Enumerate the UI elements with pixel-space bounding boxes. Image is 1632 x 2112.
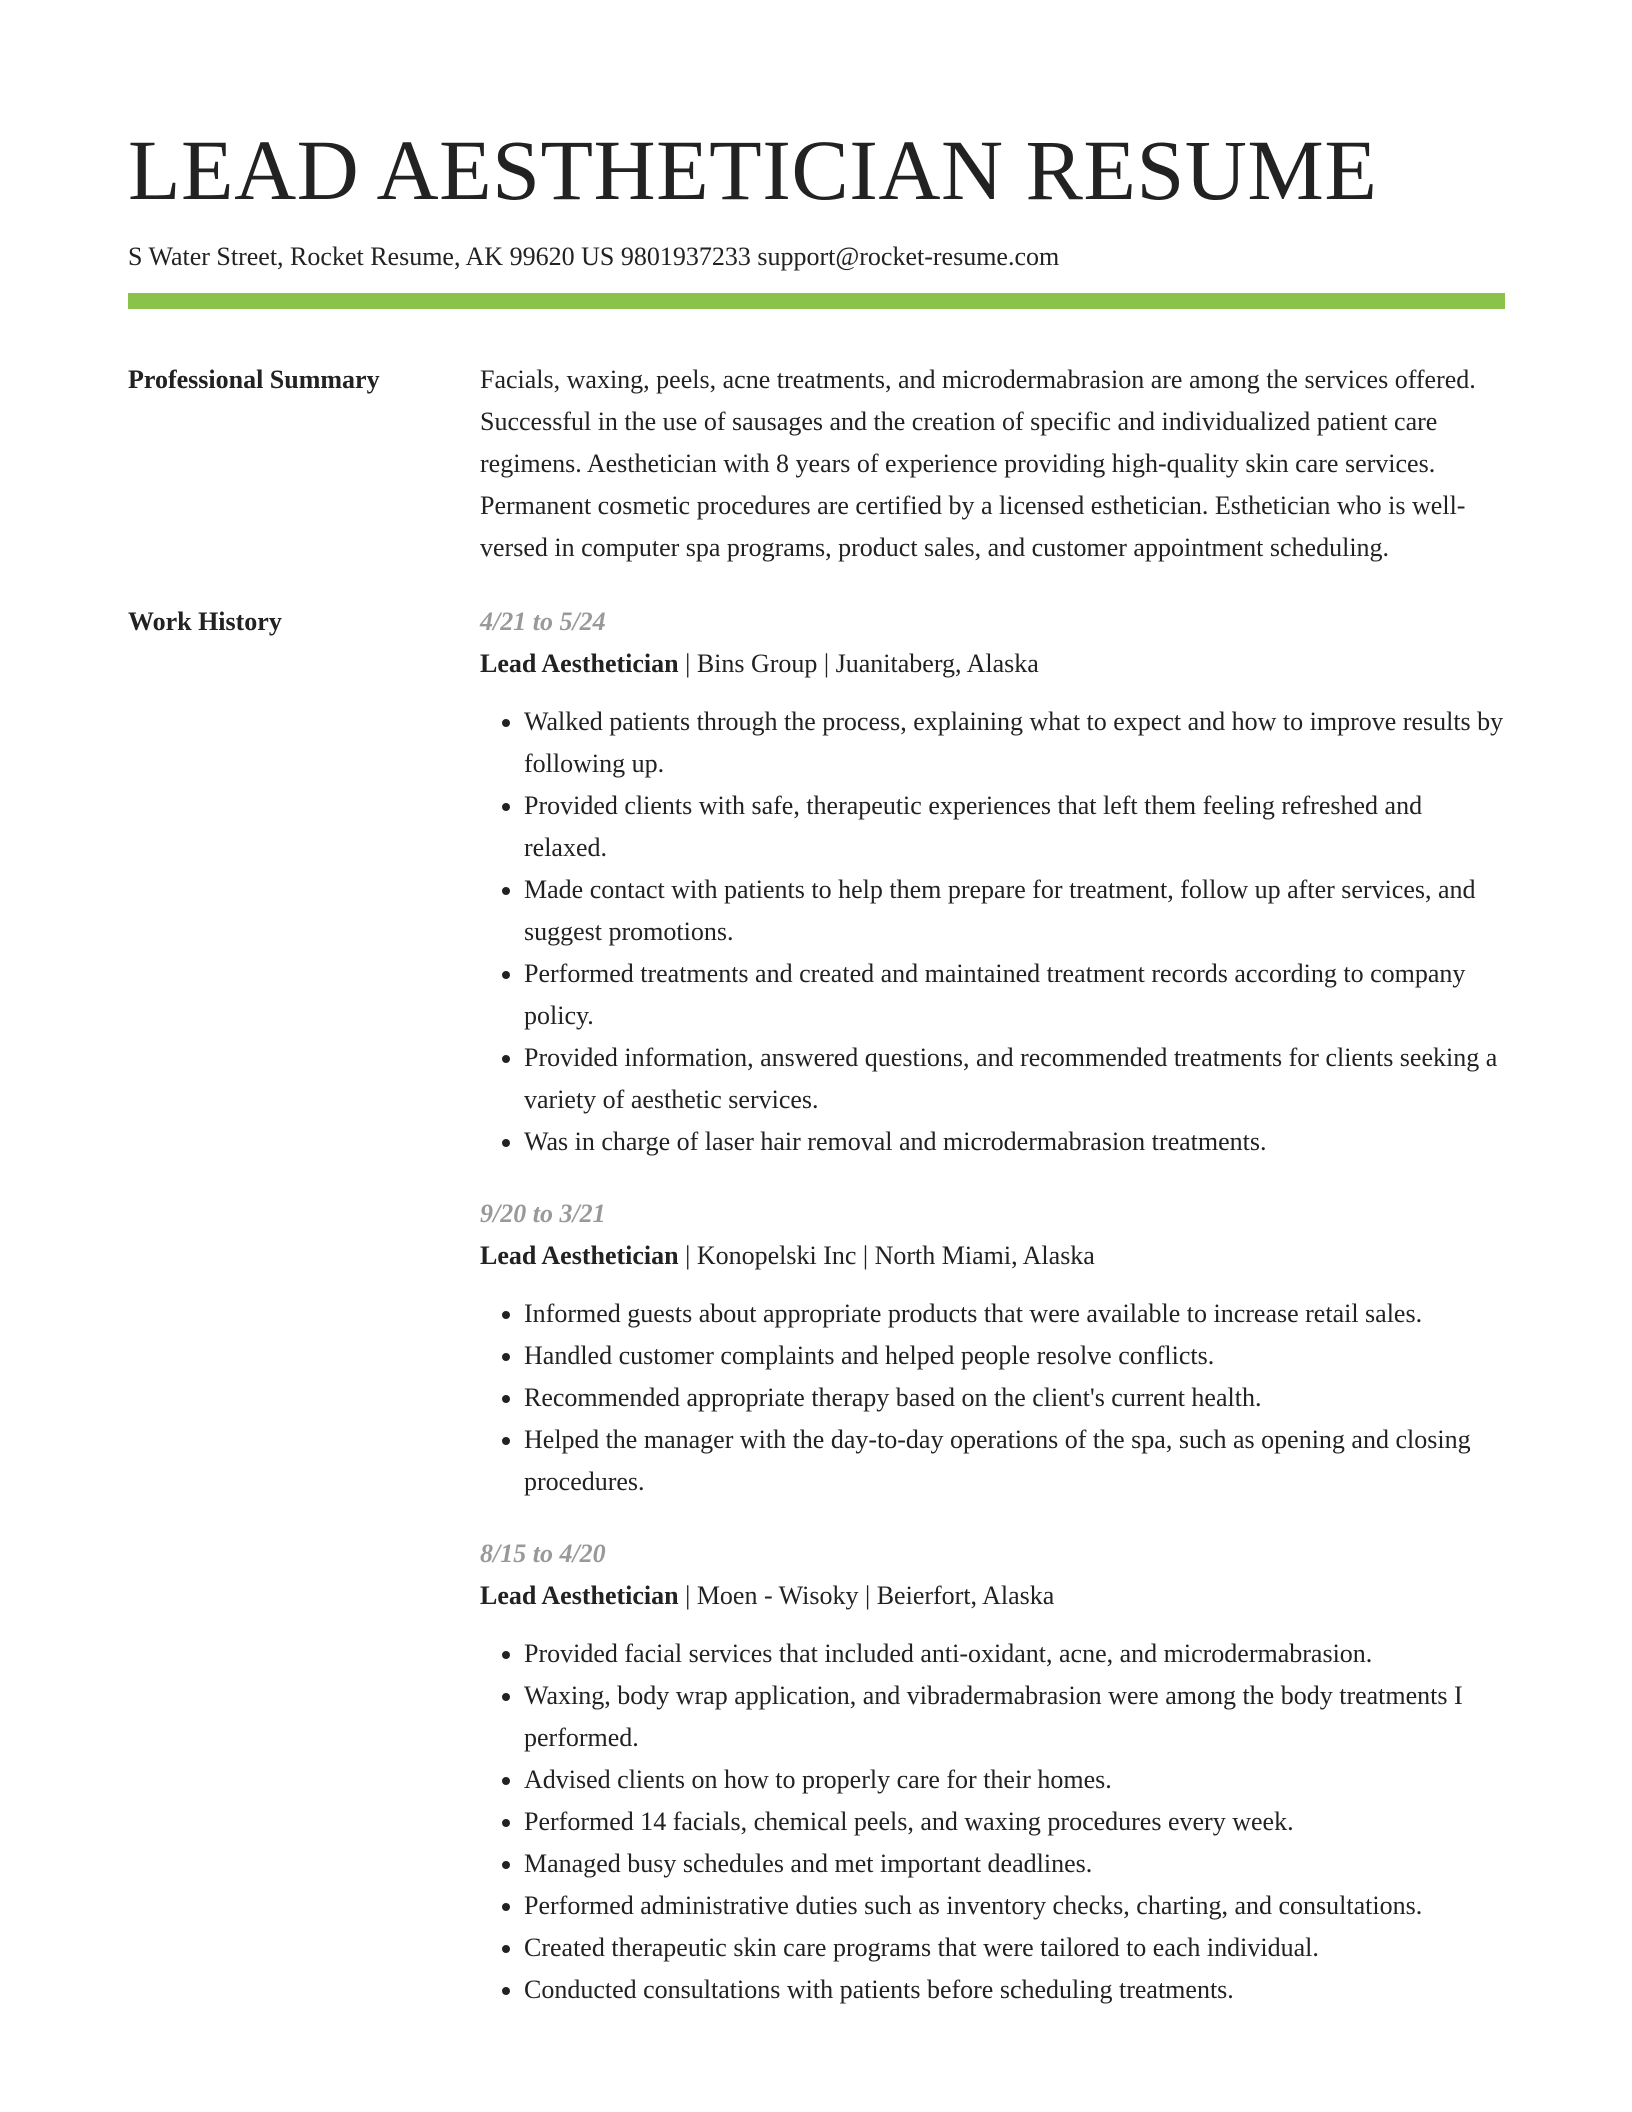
job-title: Lead Aesthetician [480, 1241, 679, 1270]
job-bullets [480, 1633, 1505, 2011]
job-details: | Bins Group | Juanitaberg, Alaska [678, 649, 1039, 678]
job-bullet: • Was in charge of laser hair removal and microdermabrasion treatments. [524, 1121, 1505, 1163]
accent-divider [128, 293, 1505, 309]
job-bullet: • Provided clients with safe, therapeutic experiences that left them feeling refreshed and relaxed. [524, 785, 1505, 869]
job-dates: 8/15 to 4/20 [480, 1539, 606, 1568]
job-bullet: • Managed busy schedules and met important deadlines. [524, 1843, 1505, 1885]
job-title: Lead Aesthetician [480, 649, 679, 678]
professional-summary-body [480, 359, 1505, 569]
contact-line: S Water Street, Rocket Resume, AK 99620 US 9801937233 support@rocket-resume.com [128, 242, 1060, 271]
job-entry [480, 1193, 1505, 1503]
section-label-professional-summary: Professional Summary [128, 365, 380, 394]
job-bullet: • Conducted consultations with patients before scheduling treatments. [524, 1969, 1505, 2011]
resume-title: LEAD AESTHETICIAN RESUME [128, 122, 1378, 218]
job-bullet: • Advised clients on how to properly care for their homes. [524, 1759, 1505, 1801]
work-history-body [480, 601, 1505, 2011]
job-bullet: • Helped the manager with the day-to-day operations of the spa, such as opening and closing procedures. [524, 1419, 1505, 1503]
job-line [480, 1235, 1505, 1277]
job-bullet: • Made contact with patients to help them prepare for treatment, follow up after services, and suggest promotions. [524, 869, 1505, 953]
work-history-section [128, 601, 1505, 2011]
job-dates: 4/21 to 5/24 [480, 607, 606, 636]
job-bullet: • Performed 14 facials, chemical peels, and waxing procedures every week. [524, 1801, 1505, 1843]
job-entry [480, 1533, 1505, 2011]
job-bullet: • Waxing, body wrap application, and vibradermabrasion were among the body treatments I performed. [524, 1675, 1505, 1759]
job-details: | Konopelski Inc | North Miami, Alaska [678, 1241, 1095, 1270]
job-bullet: • Provided information, answered questions, and recommended treatments for clients seeking a variety of aesthetic services. [524, 1037, 1505, 1121]
resume-page [128, 0, 1505, 2011]
job-bullet: • Recommended appropriate therapy based on the client's current health. [524, 1377, 1505, 1419]
job-line [480, 1575, 1505, 1617]
professional-summary-section [128, 359, 1505, 569]
job-details: | Moen - Wisoky | Beierfort, Alaska [678, 1581, 1055, 1610]
job-bullets [480, 1293, 1505, 1503]
job-bullet: • Performed treatments and created and maintained treatment records according to company policy. [524, 953, 1505, 1037]
job-bullet: • Performed administrative duties such as inventory checks, charting, and consultations. [524, 1885, 1505, 1927]
job-line [480, 643, 1505, 685]
job-bullet: • Handled customer complaints and helped people resolve conflicts. [524, 1335, 1505, 1377]
job-title: Lead Aesthetician [480, 1581, 679, 1610]
job-bullets [480, 701, 1505, 1163]
job-bullet: • Provided facial services that included anti-oxidant, acne, and microdermabrasion. [524, 1633, 1505, 1675]
section-label-work-history: Work History [128, 607, 282, 636]
job-bullet: • Created therapeutic skin care programs that were tailored to each individual. [524, 1927, 1505, 1969]
job-entry [480, 601, 1505, 1163]
job-bullet: • Walked patients through the process, explaining what to expect and how to improve results by following up. [524, 701, 1505, 785]
summary-text: Facials, waxing, peels, acne treatments, and microdermabrasion are among the services offered. Successful in the use of sausages and the creation of specific and individualized patient care regimens. Aesthetician with 8 years of experience providing high-quality skin care services. Permanent cosmetic procedures are certified by a licensed esthetician. Esthetician who is well-versed in computer spa programs, product sales, and customer appointment scheduling. [480, 365, 1476, 562]
job-bullet: • Informed guests about appropriate products that were available to increase retail sales. [524, 1293, 1505, 1335]
job-dates: 9/20 to 3/21 [480, 1199, 606, 1228]
